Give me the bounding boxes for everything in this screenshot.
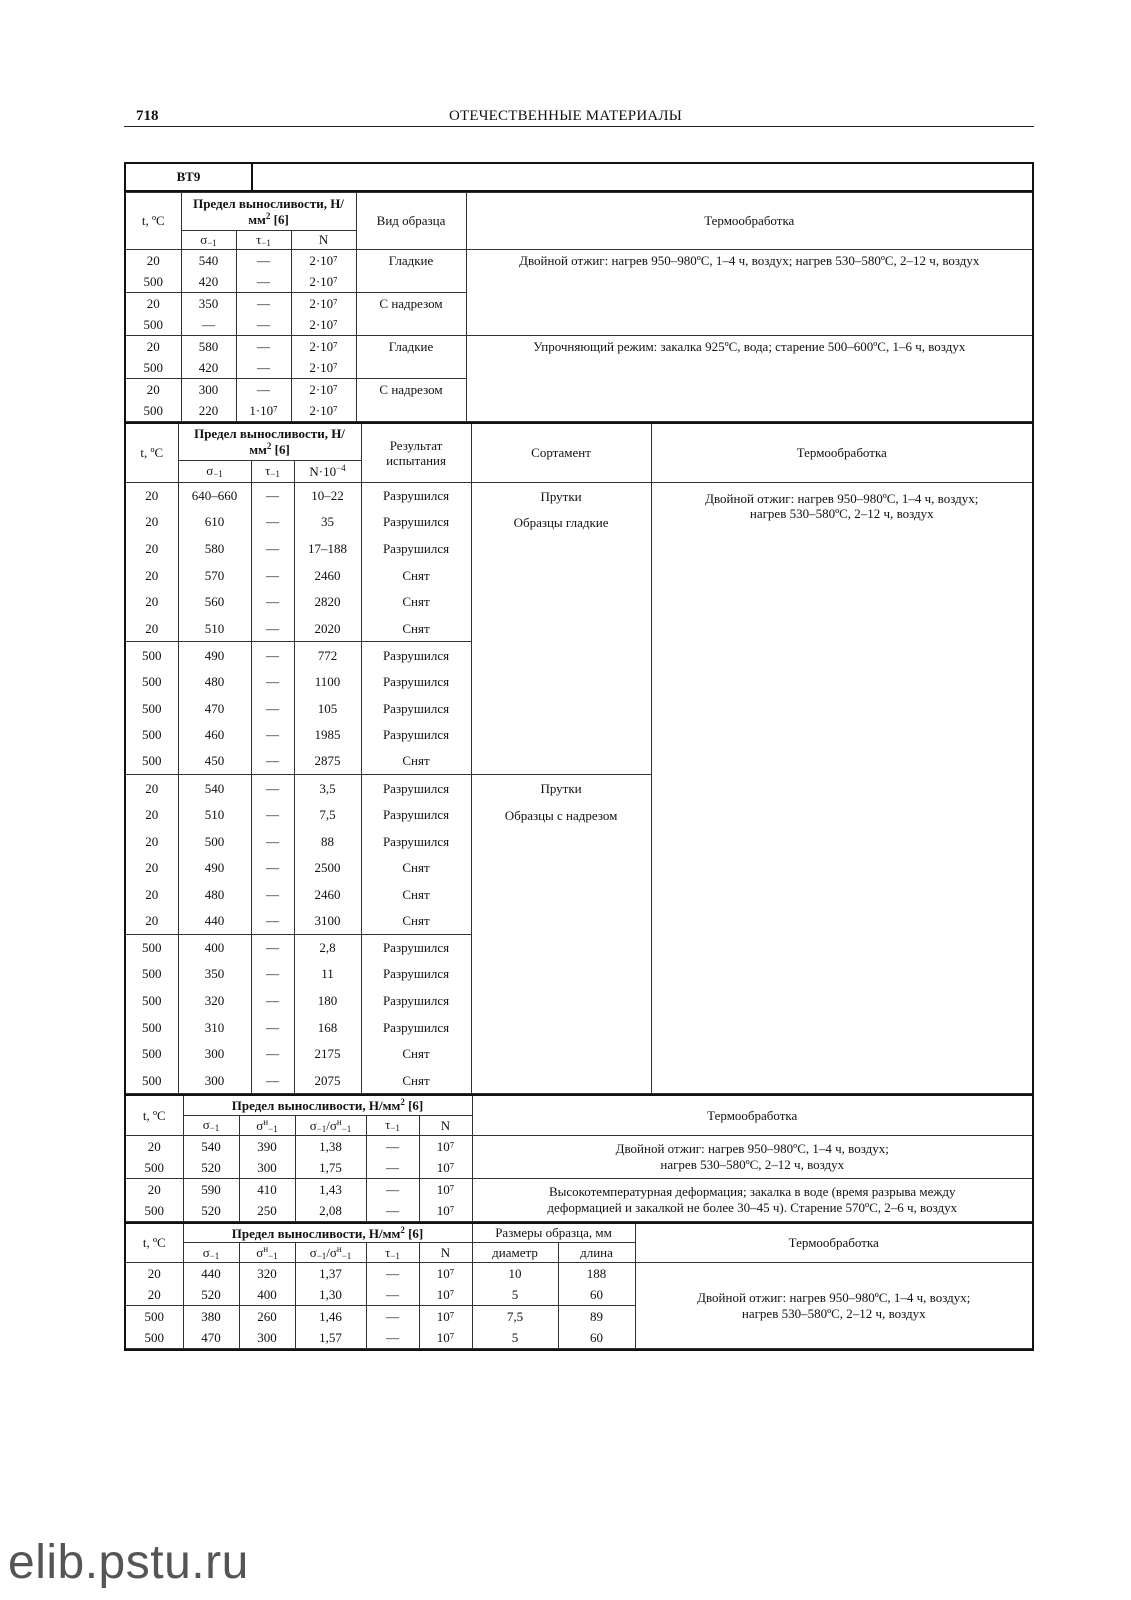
t2-cell: 320 bbox=[178, 987, 251, 1014]
t2-cell: — bbox=[251, 589, 294, 616]
t2-cell: 2500 bbox=[294, 854, 361, 881]
t2-cell: — bbox=[251, 509, 294, 536]
t1-cell: — bbox=[257, 317, 270, 332]
site-watermark: elib.pstu.ru bbox=[8, 1536, 249, 1589]
t1-cell: — bbox=[257, 360, 270, 375]
alloy-title-table bbox=[126, 164, 1032, 192]
t4-header-size: Размеры образца, мм bbox=[472, 1223, 635, 1243]
t4-header-temp: t, ºC bbox=[126, 1223, 183, 1263]
t1-cell: 220 bbox=[198, 403, 219, 418]
t2-cell: 772 bbox=[294, 642, 361, 669]
t2-cell: — bbox=[251, 642, 294, 669]
t2-treat-line: нагрев 530–580ºC, 2–12 ч, воздух bbox=[749, 505, 934, 521]
t2-cell: — bbox=[251, 934, 294, 961]
t3-cell: 590 bbox=[201, 1181, 221, 1197]
t4-cell: 400 bbox=[257, 1287, 277, 1303]
t4-cell: — bbox=[386, 1330, 399, 1346]
t2-cell: 510 bbox=[178, 615, 251, 642]
t4-cell: 500 bbox=[144, 1330, 164, 1346]
alloy-table-frame bbox=[124, 162, 1034, 1351]
t2-sort-line: Образцы гладкие bbox=[513, 515, 609, 531]
t1-cell: 20 bbox=[146, 253, 160, 268]
t1-cell: 2·10⁷ bbox=[309, 317, 338, 332]
t1-cell: 20 bbox=[146, 339, 160, 354]
t4-header-diameter: диаметр bbox=[472, 1243, 558, 1263]
t4-header-tau: $\tau_{-1}$ bbox=[366, 1243, 419, 1263]
t2-header-result: Результат испытания bbox=[361, 423, 471, 482]
t4-treat-line: Двойной отжиг: нагрев 950–980ºC, 1–4 ч, воздух; bbox=[697, 1290, 971, 1306]
t1-cell: 500 bbox=[143, 317, 163, 332]
t4-cell: 89 bbox=[590, 1309, 603, 1325]
t2-cell: 500 bbox=[126, 722, 178, 749]
t4-cell: 60 bbox=[590, 1330, 603, 1346]
alloy-name: ВТ9 bbox=[126, 164, 252, 191]
t3-header-limit: Предел выносливости, $Н/мм^2$ [6] bbox=[183, 1095, 472, 1115]
t1-treat-b: Упрочняющий режим: закалка 925ºC, вода; старение 500–600ºC, 1–6 ч, воздух bbox=[466, 336, 1032, 422]
t2-cell: 35 bbox=[294, 509, 361, 536]
t4-cell: 10⁷ bbox=[436, 1266, 455, 1282]
t2-cell: 310 bbox=[178, 1014, 251, 1041]
t2-cell: 470 bbox=[178, 695, 251, 722]
t2-header-treat: Термообработка bbox=[651, 423, 1032, 482]
t3-cell: 1,38 bbox=[319, 1138, 342, 1154]
t1-cell: 420 bbox=[198, 274, 219, 289]
t2-cell: Снят bbox=[361, 615, 471, 642]
t4-cell: 300 bbox=[257, 1330, 277, 1346]
t2-cell: — bbox=[251, 482, 294, 509]
t2-cell: — bbox=[251, 961, 294, 988]
t1-cell: — bbox=[202, 317, 215, 332]
t2-cell: 480 bbox=[178, 668, 251, 695]
t2-cell: Разрушился bbox=[361, 509, 471, 536]
t2-cell: 11 bbox=[294, 961, 361, 988]
t2-cell: — bbox=[251, 535, 294, 562]
t2-cell: 20 bbox=[126, 854, 178, 881]
t2-cell: 1100 bbox=[294, 668, 361, 695]
t2-sort-line: Прутки bbox=[540, 781, 582, 797]
t2-cell: 490 bbox=[178, 854, 251, 881]
t2-cell: 3100 bbox=[294, 908, 361, 935]
t2-cell: 500 bbox=[126, 695, 178, 722]
running-title: ОТЕЧЕСТВЕННЫЕ МАТЕРИАЛЫ bbox=[448, 108, 683, 124]
t2-cell: Разрушился bbox=[361, 695, 471, 722]
t4-cell: 380 bbox=[201, 1309, 221, 1325]
t3-cell: 2,08 bbox=[319, 1202, 342, 1218]
t4-cell: 520 bbox=[201, 1287, 221, 1303]
t1-cell: 2·10⁷ bbox=[309, 274, 338, 289]
t2-cell: — bbox=[251, 854, 294, 881]
t3-cell: — bbox=[386, 1159, 399, 1175]
t2-header-temp: t, ºC bbox=[126, 423, 178, 482]
t4-cell: 20 bbox=[147, 1287, 161, 1303]
t2-cell: 105 bbox=[294, 695, 361, 722]
t2-cell: 460 bbox=[178, 722, 251, 749]
t4-cell: — bbox=[386, 1266, 399, 1282]
t1-cell: 350 bbox=[198, 296, 219, 311]
t4-cell: — bbox=[386, 1287, 399, 1303]
t4-cell: 7,5 bbox=[506, 1309, 524, 1325]
t2-cell: 20 bbox=[126, 908, 178, 935]
t2-cell: 2460 bbox=[294, 881, 361, 908]
table-1 bbox=[126, 192, 1032, 422]
t2-cell: 610 bbox=[178, 509, 251, 536]
t2-cell: — bbox=[251, 722, 294, 749]
t4-header-sigma: $\sigma_{-1}$ bbox=[183, 1243, 239, 1263]
header-rule bbox=[124, 126, 1034, 127]
t2-cell: Снят bbox=[361, 589, 471, 616]
t2-cell: 180 bbox=[294, 987, 361, 1014]
t2-cell: Разрушился bbox=[361, 535, 471, 562]
t2-cell: Снят bbox=[361, 881, 471, 908]
t2-cell: Разрушился bbox=[361, 722, 471, 749]
table-4 bbox=[126, 1222, 1032, 1350]
t3-header-ratio: $\sigma_{-1}/\sigma^н_{-1}$ bbox=[295, 1115, 366, 1135]
t3-cell: — bbox=[386, 1181, 399, 1197]
t4-cell: 320 bbox=[257, 1266, 277, 1282]
t2-cell: 500 bbox=[126, 934, 178, 961]
t4-cell: 500 bbox=[144, 1309, 164, 1325]
t2-header-sort: Сортамент bbox=[471, 423, 651, 482]
t2-cell: 500 bbox=[126, 1014, 178, 1041]
t2-cell: Разрушился bbox=[361, 828, 471, 855]
t2-cell: 500 bbox=[126, 961, 178, 988]
t2-cell: 560 bbox=[178, 589, 251, 616]
t2-cell: 3,5 bbox=[294, 775, 361, 802]
t1-cell: — bbox=[257, 274, 270, 289]
t4-cell: 470 bbox=[201, 1330, 221, 1346]
t2-cell: 2020 bbox=[294, 615, 361, 642]
t2-cell: Разрушился bbox=[361, 934, 471, 961]
t2-cell: 500 bbox=[126, 748, 178, 775]
t2-cell: 440 bbox=[178, 908, 251, 935]
t4-cell: 10 bbox=[508, 1266, 522, 1282]
t2-cell: — bbox=[251, 615, 294, 642]
t3-cell: 300 bbox=[257, 1159, 277, 1175]
t1-header-n: N bbox=[291, 231, 356, 250]
t3-cell: 10⁷ bbox=[436, 1159, 455, 1175]
t1-cell: 1·10⁷ bbox=[249, 403, 278, 418]
t2-cell: 20 bbox=[126, 828, 178, 855]
t2-cell: 20 bbox=[126, 589, 178, 616]
t2-cell: — bbox=[251, 881, 294, 908]
t2-cell: Разрушился bbox=[361, 642, 471, 669]
table-2 bbox=[126, 422, 1032, 1094]
t2-cell: Разрушился bbox=[361, 668, 471, 695]
t2-cell: 300 bbox=[178, 1067, 251, 1094]
t3-cell: 1,43 bbox=[319, 1181, 342, 1197]
t1-cell: — bbox=[257, 339, 270, 354]
t1-header-treat: Термообработка bbox=[466, 193, 1032, 250]
t2-sort-line: Образцы с надрезом bbox=[504, 807, 618, 823]
t2-cell: 2,8 bbox=[294, 934, 361, 961]
t1-cell: 300 bbox=[198, 382, 219, 397]
t2-sort-line: Прутки bbox=[540, 488, 582, 504]
t1-cell: 2·10⁷ bbox=[309, 382, 338, 397]
t2-cell: Снят bbox=[361, 748, 471, 775]
t2-header-tau: $\tau_{-1}$ bbox=[251, 460, 294, 482]
t2-cell: 20 bbox=[126, 509, 178, 536]
t1-cell: 420 bbox=[198, 360, 219, 375]
t4-cell: 5 bbox=[511, 1330, 519, 1346]
t2-cell: 510 bbox=[178, 801, 251, 828]
t3-cell: 520 bbox=[201, 1159, 221, 1175]
t2-treat-line: Двойной отжиг: нагрев 950–980ºC, 1–4 ч, воздух; bbox=[705, 490, 979, 506]
t1-cell: 500 bbox=[143, 360, 163, 375]
t1-type: С надрезом bbox=[356, 379, 466, 422]
t3-cell: 540 bbox=[201, 1138, 221, 1154]
t1-cell: — bbox=[257, 382, 270, 397]
t2-cell: — bbox=[251, 668, 294, 695]
t3-header-temp: t, ºC bbox=[126, 1095, 183, 1135]
t3-cell: 20 bbox=[147, 1138, 161, 1154]
t2-cell: Разрушился bbox=[361, 1014, 471, 1041]
t2-cell: 300 bbox=[178, 1041, 251, 1068]
t1-cell: 2·10⁷ bbox=[309, 360, 338, 375]
t4-cell: 1,46 bbox=[319, 1309, 342, 1325]
t3-cell: 410 bbox=[257, 1181, 277, 1197]
t3-cell: 500 bbox=[144, 1159, 164, 1175]
t3-cell: 1,75 bbox=[319, 1159, 342, 1175]
t2-header-limit: Предел выносливости, $Н/мм^2$ [6] bbox=[178, 423, 361, 460]
t3-header-sigma-n: $\sigma^н_{-1}$ bbox=[239, 1115, 295, 1135]
t2-cell: 10–22 bbox=[294, 482, 361, 509]
t2-cell: 2820 bbox=[294, 589, 361, 616]
t2-cell: 20 bbox=[126, 801, 178, 828]
t2-cell: 20 bbox=[126, 482, 178, 509]
t2-cell: 640–660 bbox=[178, 482, 251, 509]
t1-cell: — bbox=[257, 253, 270, 268]
t1-cell: 580 bbox=[198, 339, 219, 354]
t2-cell: 7,5 bbox=[294, 801, 361, 828]
t2-cell: 2875 bbox=[294, 748, 361, 775]
t1-type: С надрезом bbox=[356, 293, 466, 336]
t2-cell: Разрушился bbox=[361, 987, 471, 1014]
t2-cell: 20 bbox=[126, 535, 178, 562]
t4-cell: 60 bbox=[590, 1287, 603, 1303]
t4-cell: 10⁷ bbox=[436, 1287, 455, 1303]
t1-header-limit: Предел выносливости, $Н/мм^2$ [6] bbox=[181, 193, 356, 231]
t2-cell: 480 bbox=[178, 881, 251, 908]
t2-cell: 88 bbox=[294, 828, 361, 855]
t2-cell: Разрушился bbox=[361, 482, 471, 509]
t2-cell: 570 bbox=[178, 562, 251, 589]
t3-treat-line: Высокотемпературная деформация; закалка в воде (время разрыва между bbox=[548, 1184, 956, 1200]
table-3 bbox=[126, 1094, 1032, 1222]
page-number: 718 bbox=[136, 108, 159, 124]
t3-cell: 390 bbox=[257, 1138, 277, 1154]
t2-cell: 1985 bbox=[294, 722, 361, 749]
t2-cell: Разрушился bbox=[361, 801, 471, 828]
t2-cell: 350 bbox=[178, 961, 251, 988]
t3-treat-line: нагрев 530–580ºC, 2–12 ч, воздух bbox=[660, 1156, 845, 1172]
t3-header-sigma: $\sigma_{-1}$ bbox=[183, 1115, 239, 1135]
t2-header-n: $N\cdot 10^{-4}$ bbox=[294, 460, 361, 482]
t2-sort-smooth bbox=[471, 482, 651, 775]
t1-cell: 500 bbox=[143, 274, 163, 289]
t4-cell: — bbox=[386, 1309, 399, 1325]
t2-cell: — bbox=[251, 1067, 294, 1094]
t1-header-sigma: $\sigma_{-1}$ bbox=[181, 231, 236, 250]
t2-cell: Снят bbox=[361, 908, 471, 935]
t3-cell: — bbox=[386, 1138, 399, 1154]
t2-cell: 490 bbox=[178, 642, 251, 669]
t3-cell: 20 bbox=[147, 1181, 161, 1197]
t4-treat-line: нагрев 530–580ºC, 2–12 ч, воздух bbox=[741, 1305, 926, 1321]
t2-cell: — bbox=[251, 828, 294, 855]
t2-cell: — bbox=[251, 987, 294, 1014]
t4-header-sigma-n: $\sigma^н_{-1}$ bbox=[239, 1243, 295, 1263]
t4-cell: 1,30 bbox=[319, 1287, 342, 1303]
t2-header-sigma: $\sigma_{-1}$ bbox=[178, 460, 251, 482]
t4-cell: 10⁷ bbox=[436, 1309, 455, 1325]
t1-type: Гладкие bbox=[356, 336, 466, 379]
t2-cell: — bbox=[251, 908, 294, 935]
t2-cell: Снят bbox=[361, 1067, 471, 1094]
t1-cell: 20 bbox=[146, 382, 160, 397]
t1-cell: 500 bbox=[143, 403, 163, 418]
t4-cell: 20 bbox=[147, 1266, 161, 1282]
t4-cell: 1,37 bbox=[319, 1266, 342, 1282]
t2-cell: 2460 bbox=[294, 562, 361, 589]
t2-cell: — bbox=[251, 695, 294, 722]
t2-cell: 500 bbox=[178, 828, 251, 855]
t3-header-treat: Термообработка bbox=[472, 1095, 1032, 1135]
t4-cell: 440 bbox=[201, 1266, 221, 1282]
t1-cell: 540 bbox=[198, 253, 219, 268]
t2-cell: 20 bbox=[126, 562, 178, 589]
t4-header-n: N bbox=[419, 1243, 472, 1263]
t4-header-ratio: $\sigma_{-1}/\sigma^н_{-1}$ bbox=[295, 1243, 366, 1263]
t2-cell: 500 bbox=[126, 668, 178, 695]
t3-treat-line: деформацией и закалкой не более 30–45 ч). Старение 570ºC, 2–6 ч, воздух bbox=[547, 1199, 958, 1215]
t1-cell: 2·10⁷ bbox=[309, 339, 338, 354]
t2-cell: — bbox=[251, 1014, 294, 1041]
t1-cell: — bbox=[257, 296, 270, 311]
t3-cell: 10⁷ bbox=[436, 1202, 455, 1218]
t2-cell: 500 bbox=[126, 987, 178, 1014]
t3-cell: 10⁷ bbox=[436, 1138, 455, 1154]
t2-cell: 20 bbox=[126, 615, 178, 642]
t2-cell: 450 bbox=[178, 748, 251, 775]
t2-cell: 168 bbox=[294, 1014, 361, 1041]
t2-cell: 400 bbox=[178, 934, 251, 961]
t1-cell: 2·10⁷ bbox=[309, 403, 338, 418]
t2-cell: 2075 bbox=[294, 1067, 361, 1094]
t2-cell: 2175 bbox=[294, 1041, 361, 1068]
t2-cell: Разрушился bbox=[361, 961, 471, 988]
t2-sort-notched bbox=[471, 775, 651, 1094]
t3-cell: 250 bbox=[257, 1202, 277, 1218]
t2-cell: 20 bbox=[126, 881, 178, 908]
t2-cell: 500 bbox=[126, 642, 178, 669]
t4-cell: 188 bbox=[586, 1266, 607, 1282]
t2-cell: 20 bbox=[126, 775, 178, 802]
t3-cell: 500 bbox=[144, 1202, 164, 1218]
t3-header-tau: $\tau_{-1}$ bbox=[366, 1115, 419, 1135]
t2-cell: Снят bbox=[361, 854, 471, 881]
t3-cell: 520 bbox=[201, 1202, 221, 1218]
t2-cell: — bbox=[251, 562, 294, 589]
t1-cell: 20 bbox=[146, 296, 160, 311]
t4-cell: 10⁷ bbox=[436, 1330, 455, 1346]
t4-header-limit: Предел выносливости, $Н/мм^2$ [6] bbox=[183, 1223, 472, 1243]
t2-cell: — bbox=[251, 801, 294, 828]
t2-cell: Снят bbox=[361, 1041, 471, 1068]
t2-cell: 540 bbox=[178, 775, 251, 802]
t2-cell: — bbox=[251, 775, 294, 802]
t1-header-tau: $\tau_{-1}$ bbox=[236, 231, 291, 250]
t3-header-n: N bbox=[419, 1115, 472, 1135]
t2-cell: Снят bbox=[361, 562, 471, 589]
t2-cell: 17–188 bbox=[294, 535, 361, 562]
t1-cell: 2·10⁷ bbox=[309, 296, 338, 311]
t4-cell: 5 bbox=[511, 1287, 519, 1303]
t4-header-length: длина bbox=[558, 1243, 635, 1263]
t4-cell: 260 bbox=[257, 1309, 277, 1325]
t1-header-type: Вид образца bbox=[356, 193, 466, 250]
t2-cell: 500 bbox=[126, 1041, 178, 1068]
t2-cell: 580 bbox=[178, 535, 251, 562]
t3-cell: — bbox=[386, 1202, 399, 1218]
t4-header-treat: Термообработка bbox=[635, 1223, 1032, 1263]
t2-cell: Разрушился bbox=[361, 775, 471, 802]
t2-treat bbox=[651, 482, 1032, 1094]
t1-type: Гладкие bbox=[356, 250, 466, 293]
t1-cell: 2·10⁷ bbox=[309, 253, 338, 268]
t2-cell: — bbox=[251, 1041, 294, 1068]
t3-cell: 10⁷ bbox=[436, 1181, 455, 1197]
t2-cell: 500 bbox=[126, 1067, 178, 1094]
t2-cell: — bbox=[251, 748, 294, 775]
t4-cell: 1,57 bbox=[319, 1330, 342, 1346]
t3-treat-line: Двойной отжиг: нагрев 950–980ºC, 1–4 ч, воздух; bbox=[615, 1141, 889, 1157]
t1-treat-a: Двойной отжиг: нагрев 950–980ºC, 1–4 ч, воздух; нагрев 530–580ºC, 2–12 ч, воздух bbox=[466, 250, 1032, 336]
t1-header-temp: t, ºC bbox=[126, 193, 181, 250]
